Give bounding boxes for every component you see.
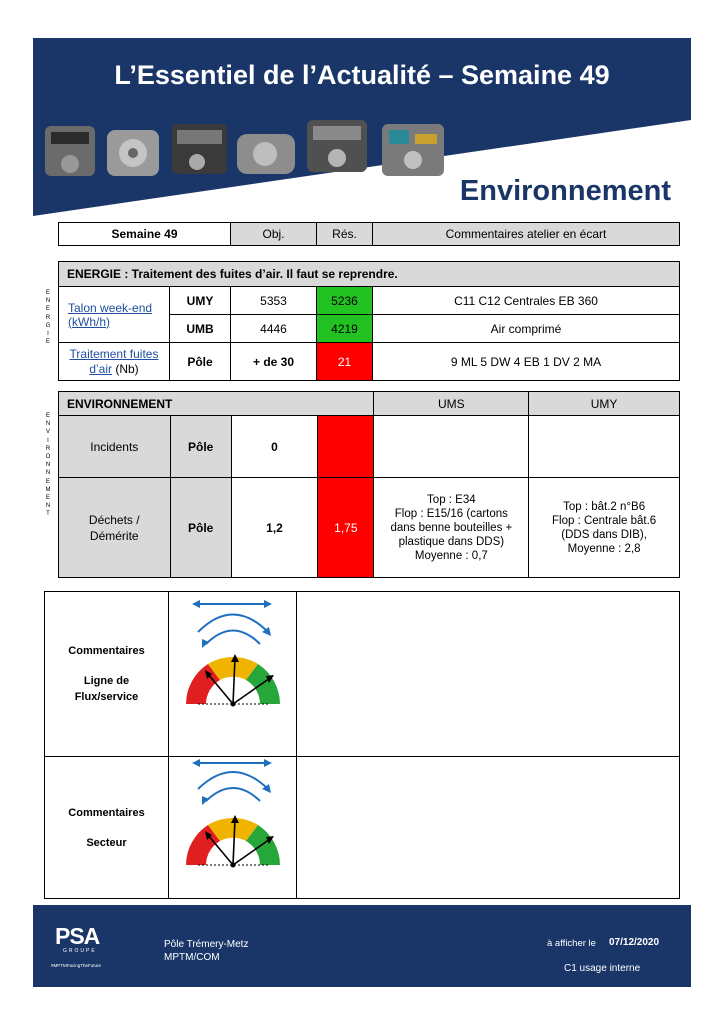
- dechets-ums-line: Flop : E15/16 (cartons: [394, 507, 508, 520]
- dechets-ums-line: dans benne bouteilles +: [390, 521, 513, 534]
- fuites-obj: + de 30: [231, 343, 317, 381]
- dechets-site: Pôle: [170, 478, 231, 578]
- dechets-obj: 1,2: [231, 478, 317, 578]
- energie-table: [58, 261, 680, 381]
- footer-site: [164, 938, 248, 964]
- footer-usage: C1 usage interne: [564, 963, 641, 974]
- dechets-ums-line: Top : E34: [427, 493, 476, 506]
- dechets-umy-line: Flop : Centrale bât.6: [552, 514, 657, 527]
- talon-label-cell: [59, 287, 170, 343]
- dechets-res: 1,75: [318, 478, 374, 578]
- dechets-ums-line: Moyenne : 0,7: [414, 549, 488, 562]
- fuites-link[interactable]: Traitement fuites d’air: [69, 346, 159, 376]
- environnement-table: [58, 391, 680, 578]
- dechets-ums: [374, 478, 529, 578]
- incidents-label: Incidents: [59, 416, 171, 478]
- energie-band-text: Traitement des fuites d’air. Il faut se reprendre.: [128, 267, 398, 281]
- umy-comment: C11 C12 Centrales EB 360: [373, 287, 680, 315]
- dechets-umy-line: Moyenne : 2,8: [567, 542, 641, 555]
- incidents-obj: 0: [231, 416, 317, 478]
- incidents-umy: [529, 416, 680, 478]
- gauge-icon: [178, 592, 288, 710]
- environnement-side-label: E N V I R O N N E M E N T: [45, 413, 51, 518]
- psa-logo-text: PSA: [55, 923, 100, 949]
- obj-header: Obj.: [231, 223, 317, 246]
- comment-text-ligne[interactable]: [297, 592, 680, 757]
- dechets-umy-line: Top : bât.2 n°B6: [563, 500, 646, 513]
- umy-header: UMY: [529, 392, 680, 416]
- page-title: L’Essentiel de l’Actualité – Semaine 49: [114, 60, 610, 90]
- gauge-icon: [178, 757, 288, 875]
- comment-label-ligne: [45, 592, 169, 757]
- footer: [33, 905, 691, 987]
- comment-subtitle: Ligne de Flux/service: [74, 675, 139, 703]
- fuites-site: Pôle: [170, 343, 231, 381]
- fuites-unit: (Nb): [112, 361, 139, 376]
- comment-title: Commentaires: [68, 645, 145, 657]
- umb-site: UMB: [170, 315, 231, 343]
- comments-header: Commentaires atelier en écart: [373, 223, 680, 246]
- psa-logo-groupe: GROUPE: [63, 948, 97, 954]
- fuites-comment: 9 ML 5 DW 4 EB 1 DV 2 MA: [373, 343, 680, 381]
- footer-site-line2: MPTM/COM: [164, 952, 220, 963]
- environnement-band: ENVIRONNEMENT: [59, 392, 374, 416]
- footer-date-label: à afficher le: [547, 938, 596, 949]
- comment-subtitle: Secteur: [86, 836, 127, 849]
- summary-header-table: [58, 222, 680, 246]
- umy-res: 5236: [317, 287, 373, 315]
- header-banner: [33, 38, 691, 216]
- energie-side-label: E N E R G I E: [45, 290, 51, 346]
- ums-header: UMS: [374, 392, 529, 416]
- footer-site-line1: Pôle Trémery-Metz: [164, 939, 249, 950]
- umy-obj: 5353: [231, 287, 317, 315]
- section-title: Environnement: [459, 175, 671, 207]
- comments-table: [44, 591, 680, 899]
- energie-band: [59, 262, 680, 287]
- umb-obj: 4446: [231, 315, 317, 343]
- dechets-label: Déchets / Démérite: [59, 478, 171, 578]
- umy-site: UMY: [170, 287, 231, 315]
- fuites-res: 21: [317, 343, 373, 381]
- umb-res: 4219: [317, 315, 373, 343]
- comment-text-secteur[interactable]: [297, 757, 680, 899]
- incidents-res: [318, 416, 374, 478]
- week-label: Semaine 49: [59, 223, 231, 246]
- incidents-ums: [374, 416, 529, 478]
- psa-logo-slogan: #MPTMFacingTheFuture: [51, 963, 102, 968]
- talon-link[interactable]: Talon week-end (kWh/h): [68, 300, 153, 329]
- fuites-label-cell: [59, 343, 170, 381]
- gauge-cell: [169, 592, 297, 757]
- gauge-cell: [169, 757, 297, 899]
- res-header: Rés.: [317, 223, 373, 246]
- incidents-site: Pôle: [170, 416, 231, 478]
- comment-title: Commentaires: [68, 806, 145, 819]
- footer-date: 07/12/2020: [609, 937, 660, 948]
- comment-label-secteur: [45, 757, 169, 899]
- dechets-umy: [529, 478, 680, 578]
- dechets-ums-line: plastique dans DDS): [398, 535, 505, 548]
- umb-comment: Air comprimé: [373, 315, 680, 343]
- dechets-umy-line: (DDS dans DIB),: [561, 528, 647, 541]
- energie-band-bold: ENERGIE :: [67, 267, 129, 281]
- engines-photo: [37, 120, 477, 216]
